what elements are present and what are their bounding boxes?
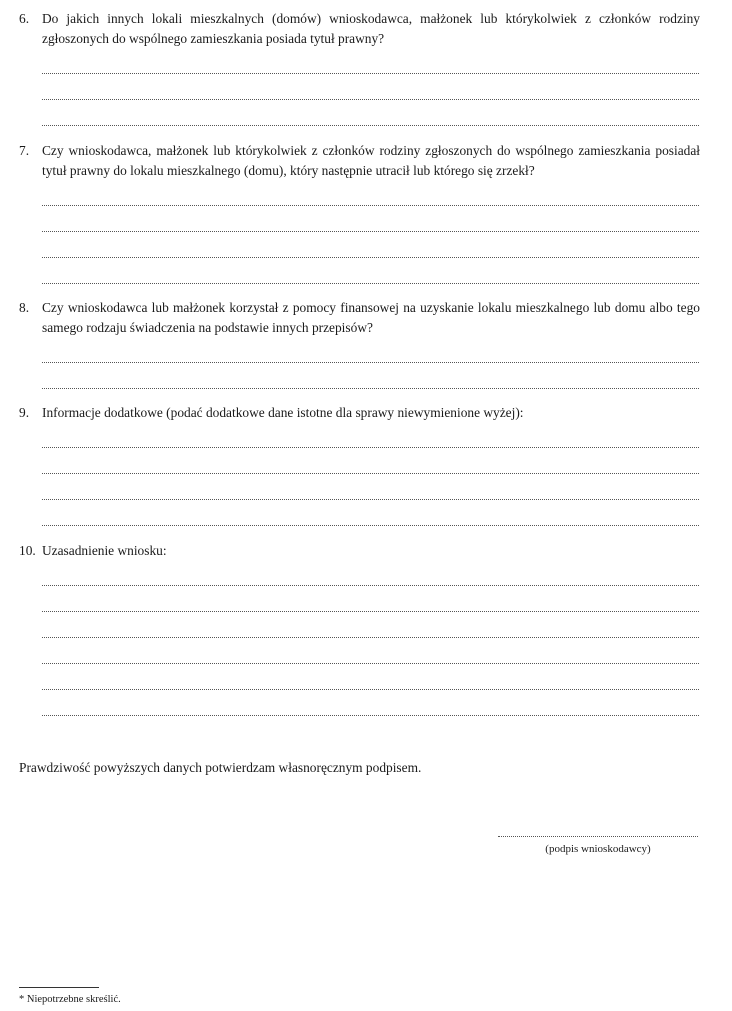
footnote-divider [19,987,99,988]
question-number: 9. [19,405,30,420]
question-9 [19,403,700,526]
signature-line[interactable] [498,826,698,837]
answer-line[interactable] [42,206,699,232]
question-text: Do jakich innych lokali mieszkalnych (domów) wnioskodawca, małżonek lub którykolwiek z członków rodziny zgłoszonych do wspólnego zamieszkania posiada tytuł prawny? [42,11,700,46]
question-text: Czy wnioskodawca lub małżonek korzystał z pomocy finansowej na uzyskanie lokalu mieszkalnego lub domu albo tego samego rodzaju świadczenia na podstawie innych przepisów? [42,300,700,335]
answer-line[interactable] [42,49,699,74]
question-7 [19,141,700,284]
question-number: 6. [19,11,30,26]
question-number: 10. [19,543,36,558]
answer-line[interactable] [42,338,699,363]
declaration-statement: Prawdziwość powyższych danych potwierdzam własnoręcznym podpisem. [19,760,422,775]
answer-line[interactable] [42,363,699,389]
answer-line[interactable] [42,100,699,126]
answer-line[interactable] [42,448,699,474]
answer-line[interactable] [42,664,699,690]
question-text: Uzasadnienie wniosku: [42,543,167,558]
answer-line[interactable] [42,474,699,500]
question-8 [19,298,700,389]
answer-line[interactable] [42,74,699,100]
footnote: * Niepotrzebne skreślić. [19,994,121,1005]
answer-line[interactable] [42,690,699,716]
question-number: 7. [19,143,30,158]
question-text: Czy wnioskodawca, małżonek lub którykolwiek z członków rodziny zgłoszonych do wspólnego zamieszkania posiadał tytuł prawny do lokalu mieszkalnego (domu), który następnie utracił lub którego się zrzekł? [42,143,700,178]
answer-line[interactable] [42,612,699,638]
question-10 [19,541,700,716]
answer-line[interactable] [42,500,699,526]
answer-line[interactable] [42,258,699,284]
answer-line[interactable] [42,586,699,612]
answer-line[interactable] [42,181,699,206]
answer-line[interactable] [42,638,699,664]
answer-line[interactable] [42,561,699,586]
question-text: Informacje dodatkowe (podać dodatkowe dane istotne dla sprawy niewymienione wyżej): [42,405,524,420]
signature-label: (podpis wnioskodawcy) [545,843,651,855]
question-6 [19,9,700,126]
answer-line[interactable] [42,423,699,448]
question-number: 8. [19,300,30,315]
answer-line[interactable] [42,232,699,258]
